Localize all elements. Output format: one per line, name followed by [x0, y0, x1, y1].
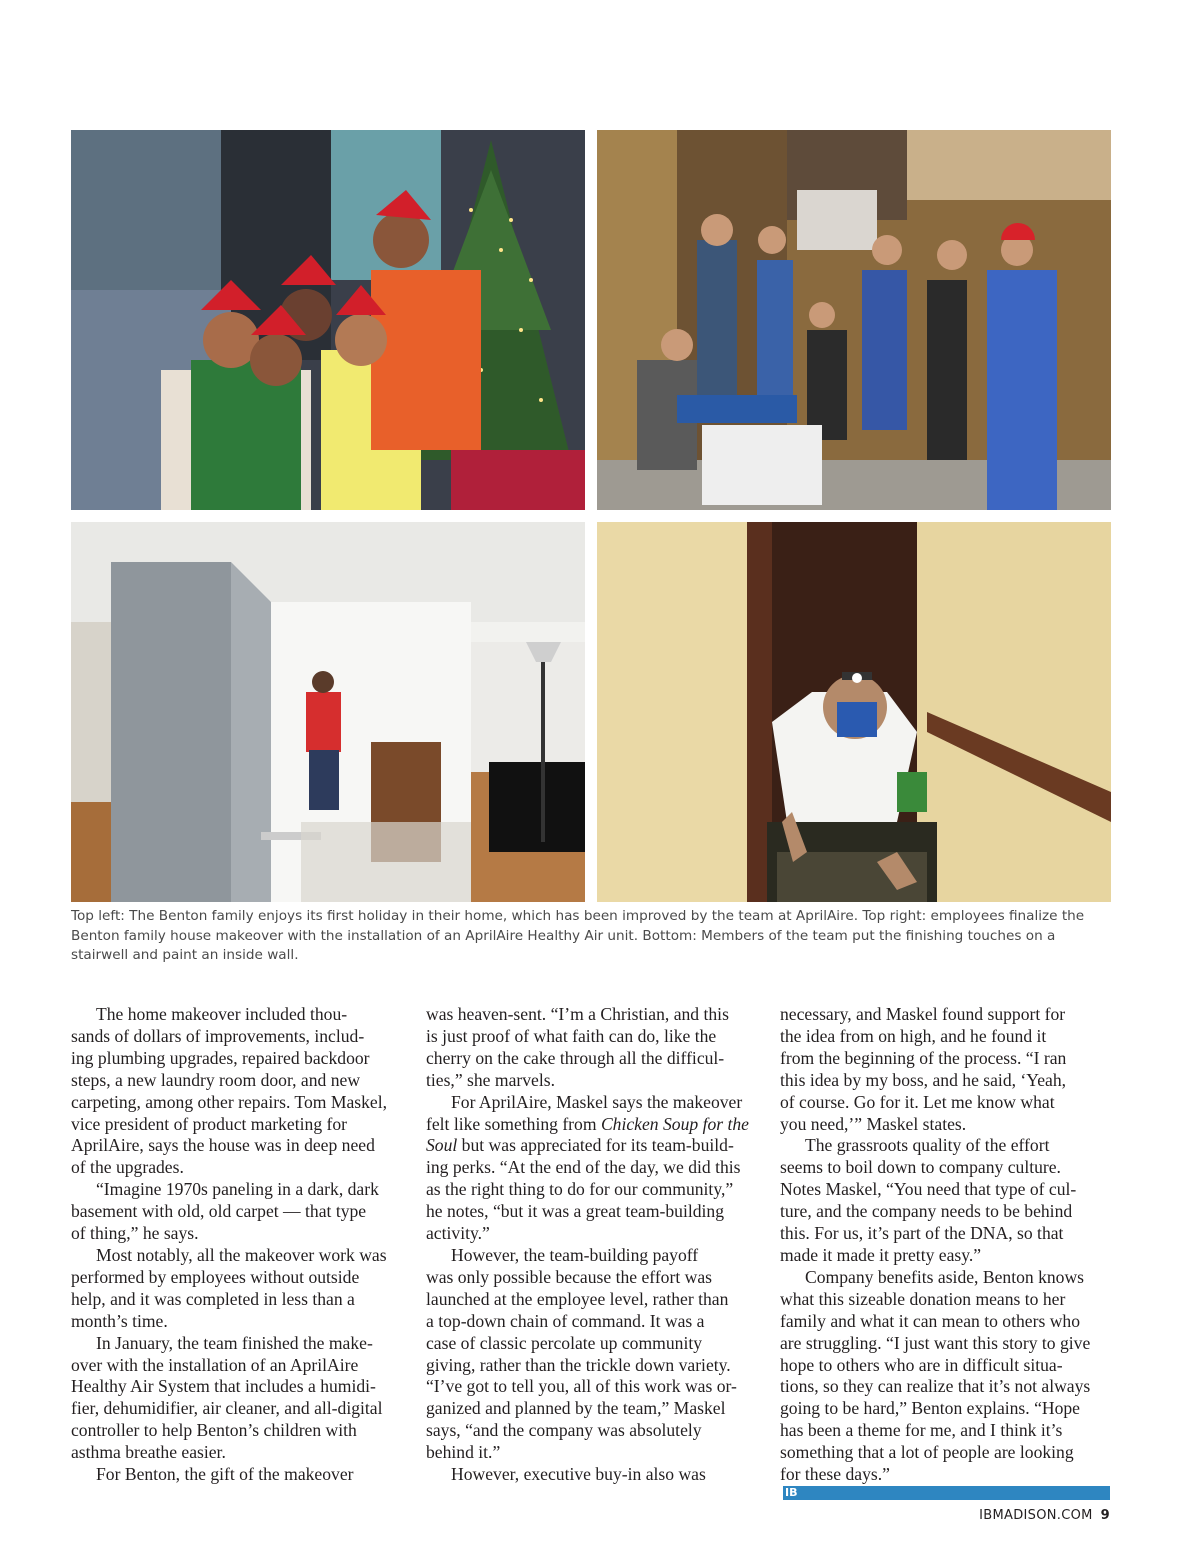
book-title: Chicken Soup for the [600, 1113, 749, 1134]
paragraph [71, 1004, 401, 1179]
text-line: has been a theme for me, and I think it’s [780, 1420, 1063, 1441]
text-line: “Imagine 1970s paneling in a dark, dark [96, 1179, 379, 1200]
text-line: hope to others who are in difficult situa- [780, 1354, 1063, 1375]
text-line: necessary, and Maskel found support for [780, 1004, 1066, 1024]
text-line: from the beginning of the process. “I ran [780, 1047, 1067, 1068]
text-line: going to be hard,” Benton explains. “Hope [780, 1398, 1080, 1419]
text-line: case of classic percolate up community [426, 1332, 703, 1353]
text-line: In January, the team finished the make- [96, 1332, 373, 1353]
photo-painting-wall [71, 522, 585, 902]
page-number: 9 [1100, 1508, 1110, 1523]
paragraph [71, 1464, 401, 1486]
text-line: performed by employees without outside [71, 1266, 360, 1287]
text-line [426, 1135, 756, 1157]
text-run: but was appreciated for its team-build- [457, 1135, 734, 1156]
text-line: made it made it pretty easy.” [780, 1244, 982, 1265]
text-line: Healthy Air System that includes a humidi- [71, 1376, 376, 1397]
text-line: asthma breathe easier. [71, 1442, 226, 1463]
family-christmas-image [71, 130, 585, 510]
text-line: AprilAire, says the house was in deep need [71, 1135, 375, 1156]
text-line: the idea from on high, and he found it [780, 1025, 1047, 1046]
text-line: However, executive buy-in also was [451, 1464, 706, 1485]
text-line: basement with old, old carpet — that type [71, 1201, 367, 1222]
site-url: IBMADISON.COM [979, 1508, 1093, 1523]
stairwell-image [597, 522, 1111, 902]
text-line: family and what it can mean to others who [780, 1310, 1080, 1331]
end-mark-icon: IB [783, 1486, 1110, 1500]
text-line: cherry on the cake through all the difficul- [426, 1047, 725, 1068]
text-line: seems to boil down to company culture. [780, 1157, 1061, 1178]
paragraph [71, 1333, 401, 1464]
text-line: sands of dollars of improvements, includ- [71, 1025, 365, 1046]
text-line: as the right thing to do for our community,” [426, 1179, 734, 1200]
book-title: Soul [426, 1135, 458, 1156]
text-line: was only possible because the effort was [426, 1266, 712, 1287]
paragraph [780, 1135, 1110, 1266]
text-line: fier, dehumidifier, air cleaner, and all-digital [71, 1398, 383, 1419]
text-line: ties,” she marvels. [426, 1069, 555, 1090]
text-line: over with the installation of an AprilAire [71, 1354, 359, 1375]
text-line: For Benton, the gift of the makeover [96, 1464, 354, 1485]
text-line: ture, and the company needs to be behind [780, 1201, 1073, 1222]
paragraph [426, 1464, 756, 1486]
paragraph [780, 1004, 1110, 1135]
text-line: Notes Maskel, “You need that type of cul- [780, 1179, 1077, 1200]
text-line: Most notably, all the makeover work was [96, 1244, 387, 1265]
photo-stairwell [597, 522, 1111, 902]
article-column-3 [780, 1004, 1110, 1500]
text-line: steps, a new laundry room door, and new [71, 1069, 361, 1090]
paragraph [71, 1179, 401, 1245]
page-footer [979, 1508, 1110, 1523]
text-line: this. For us, it’s part of the DNA, so that [780, 1223, 1064, 1244]
text-line: this idea by my boss, and he said, ‘Yeah, [780, 1069, 1067, 1090]
text-line: launched at the employee level, rather than [426, 1288, 729, 1309]
text-line: The grassroots quality of the effort [805, 1135, 1050, 1156]
text-line [780, 1464, 1110, 1500]
text-line: Company benefits aside, Benton knows [805, 1266, 1085, 1287]
paragraph [780, 1267, 1110, 1500]
paragraph [71, 1245, 401, 1333]
text-line: activity.” [426, 1223, 490, 1244]
paragraph [426, 1004, 756, 1092]
team-basement-image [597, 130, 1111, 510]
text-line: giving, rather than the trickle down variety. [426, 1354, 731, 1375]
text-line: you need,’” Maskel states. [780, 1113, 967, 1134]
text-line: says, “and the company was absolutely [426, 1420, 702, 1441]
text-line: was heaven-sent. “I’m a Christian, and this [426, 1004, 729, 1024]
text-line: ing plumbing upgrades, repaired backdoor [71, 1047, 370, 1068]
article-column-1 [71, 1004, 401, 1486]
text-line: For AprilAire, Maskel says the makeover [451, 1091, 743, 1112]
photo-caption: Top left: The Benton family enjoys its first holiday in their home, which has been improved by the team at AprilAire. Top right: employees finalize the Benton family house makeover with the installation of an AprilAire Healthy Air unit. Bottom: Members of the team put the finishing touches on a stairwell and paint an inside wall. [71, 908, 1085, 963]
text-line: tions, so they can realize that it’s not always [780, 1376, 1091, 1397]
text-line: are struggling. “I just want this story to give [780, 1332, 1091, 1353]
text-line: carpeting, among other repairs. Tom Maskel, [71, 1091, 388, 1112]
text-line: something that a lot of people are looking [780, 1442, 1074, 1463]
text-line: is just proof of what faith can do, like the [426, 1025, 717, 1046]
text-line: month’s time. [71, 1310, 168, 1331]
text-run: felt like something from [426, 1113, 601, 1134]
text-run: for these days.” [780, 1464, 890, 1485]
text-line: “I’ve got to tell you, all of this work was or- [426, 1376, 737, 1397]
text-line: ing perks. “At the end of the day, we did this [426, 1157, 741, 1178]
article-column-2 [426, 1004, 756, 1486]
text-line: However, the team-building payoff [451, 1244, 699, 1265]
text-line: of the upgrades. [71, 1157, 184, 1178]
text-line: of thing,” he says. [71, 1223, 199, 1244]
text-line: of course. Go for it. Let me know what [780, 1091, 1055, 1112]
paragraph [426, 1092, 756, 1245]
text-line: help, and it was completed in less than a [71, 1288, 355, 1309]
paragraph [426, 1245, 756, 1464]
text-line: ganized and planned by the team,” Maskel [426, 1398, 726, 1419]
photo-family-christmas [71, 130, 585, 510]
text-line: behind it.” [426, 1442, 501, 1463]
text-line: The home makeover included thou- [96, 1004, 348, 1024]
text-line: he notes, “but it was a great team-building [426, 1201, 725, 1222]
text-line: a top-down chain of command. It was a [426, 1310, 705, 1331]
photo-team-basement [597, 130, 1111, 510]
painting-wall-image [71, 522, 585, 902]
text-line: vice president of product marketing for [71, 1113, 348, 1134]
text-line: controller to help Benton’s children with [71, 1420, 357, 1441]
text-line [426, 1114, 756, 1136]
text-line: what this sizeable donation means to her [780, 1288, 1066, 1309]
